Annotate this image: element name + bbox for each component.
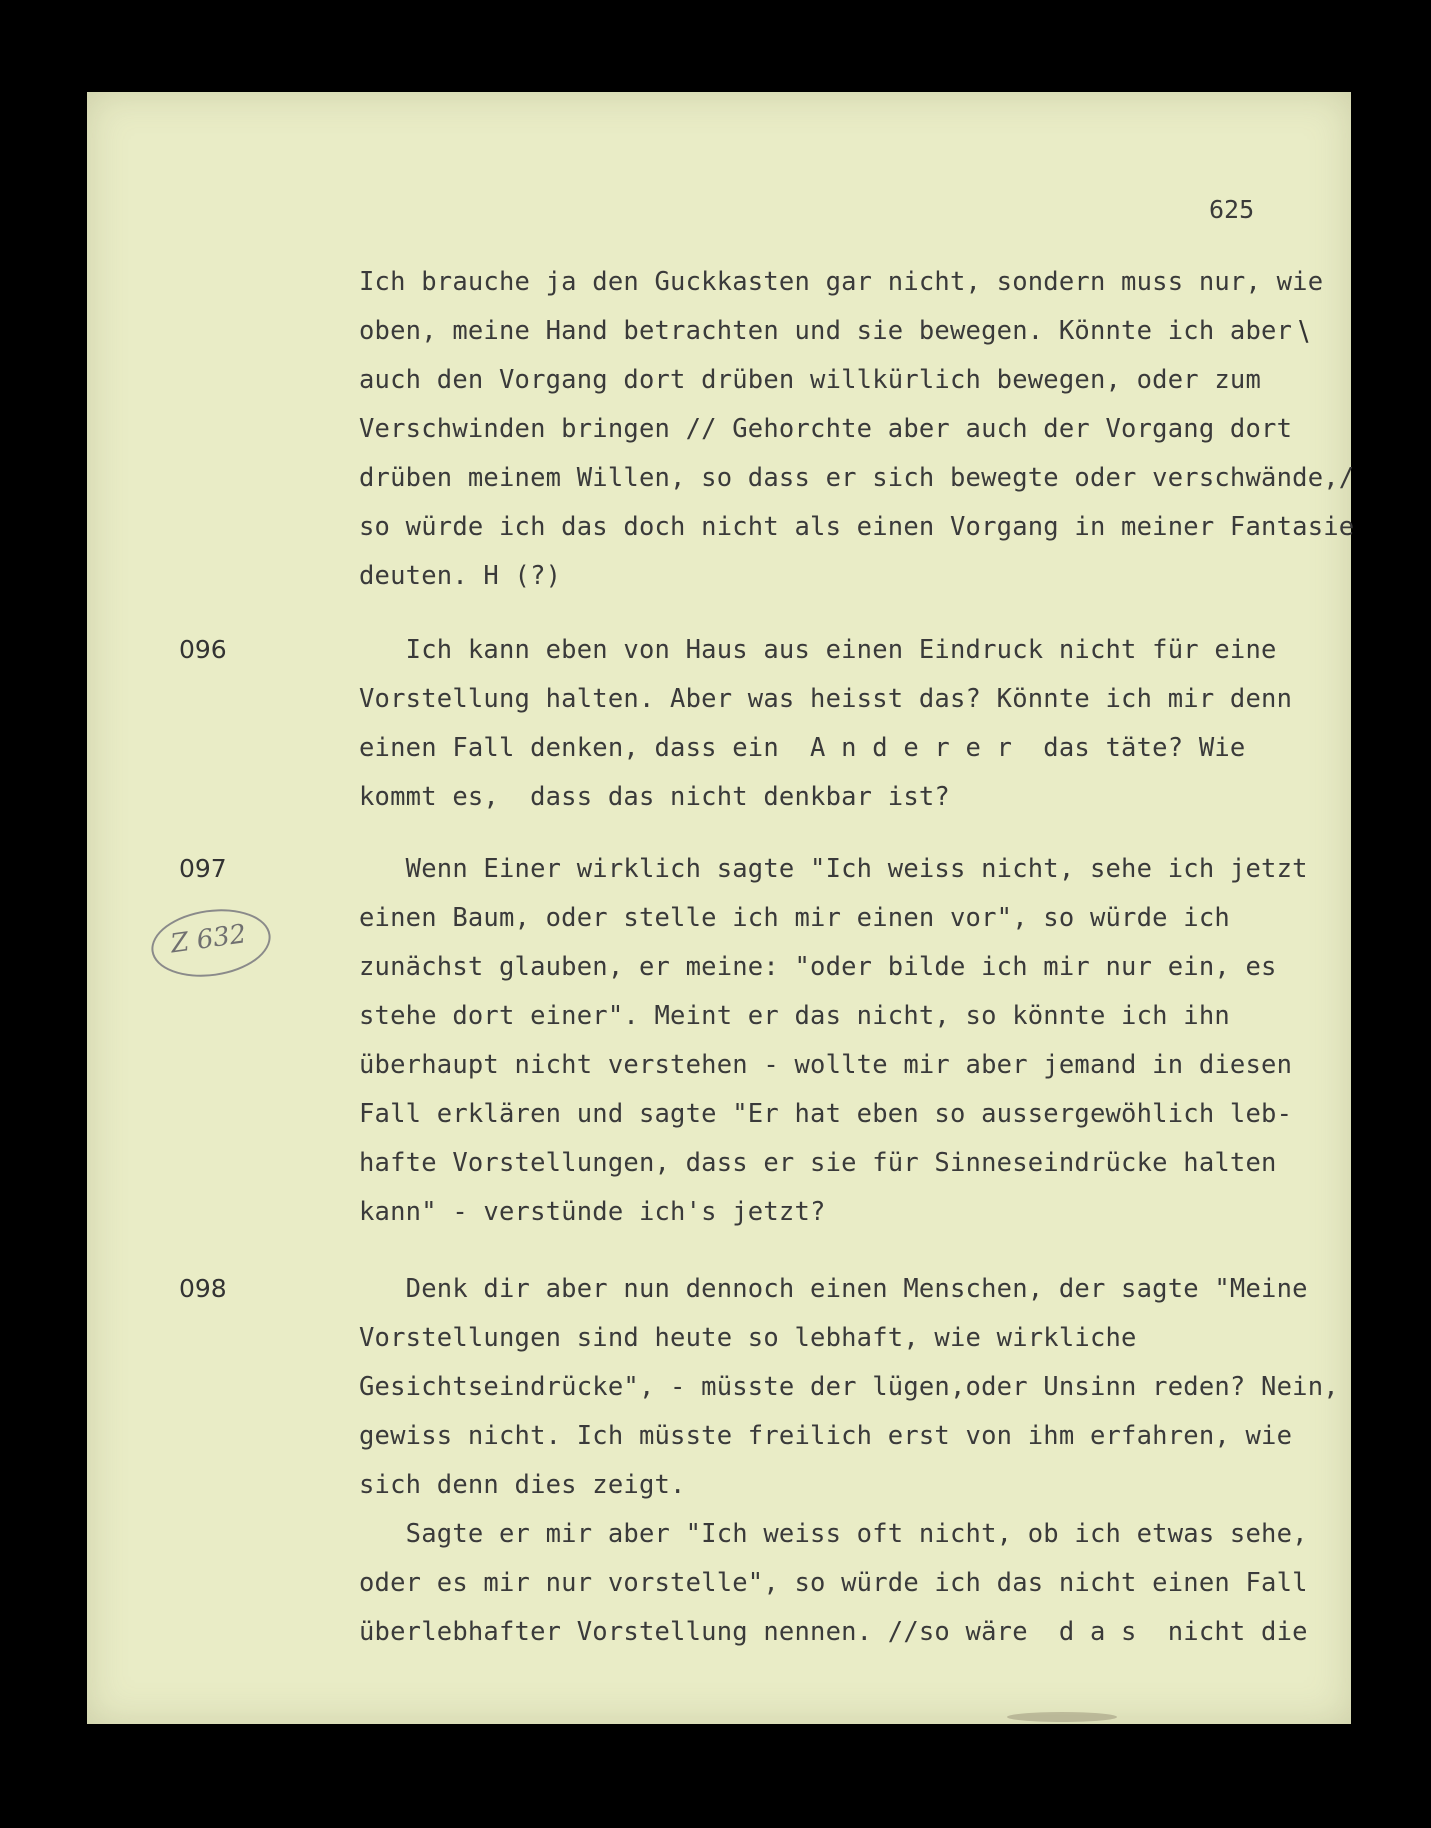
paper-smudge (1007, 1712, 1117, 1722)
text-line: Gesichtseindrücke", - müsste der lügen,oder Unsinn reden? Nein, (359, 1372, 1339, 1402)
margin-mark: \ (1299, 314, 1309, 347)
text-line: oder es mir nur vorstelle", so würde ich das nicht einen Fall (359, 1568, 1308, 1598)
text-line: Ich kann eben von Haus aus einen Eindruck nicht für eine (359, 635, 1277, 665)
text-line: gewiss nicht. Ich müsste freilich erst von ihm erfahren, wie (359, 1421, 1293, 1451)
text-line: stehe dort einer". Meint er das nicht, so könnte ich ihn (359, 1001, 1230, 1031)
text-line: einen Fall denken, dass ein A n d e r e r das täte? Wie (359, 733, 1246, 763)
text-line: einen Baum, oder stelle ich mir einen vor", so würde ich (359, 903, 1230, 933)
page-number: 625 (1209, 195, 1255, 224)
text-line: oben, meine Hand betrachten und sie bewegen. Könnte ich aber (359, 316, 1293, 346)
section-number: 098 (179, 1274, 227, 1303)
text-line: kann" - verstünde ich's jetzt? (359, 1197, 826, 1227)
annotation-text: Z 632 (168, 919, 249, 960)
text-line: auch den Vorgang dort drüben willkürlich bewegen, oder zum (359, 365, 1262, 395)
text-line: hafte Vorstellungen, dass er sie für Sinneseindrücke halten (359, 1148, 1277, 1178)
text-line: Vorstellungen sind heute so lebhaft, wie wirkliche (359, 1323, 1137, 1353)
section-number: 097 (179, 854, 227, 883)
text-line: Ich brauche ja den Guckkasten gar nicht, sondern muss nur, wie (359, 267, 1324, 297)
handwritten-annotation (147, 902, 275, 984)
text-line: Fall erklären und sagte "Er hat eben so aussergewöhlich leb- (359, 1099, 1293, 1129)
text-line: sich denn dies zeigt. (359, 1470, 686, 1500)
text-line: drüben meinem Willen, so dass er sich bewegte oder verschwände,/ (359, 463, 1355, 493)
typescript-page (87, 92, 1355, 1724)
text-line: kommt es, dass das nicht denkbar ist? (359, 782, 950, 812)
text-line: Vorstellung halten. Aber was heisst das? Könnte ich mir denn (359, 684, 1293, 714)
text-line: Wenn Einer wirklich sagte "Ich weiss nicht, sehe ich jetzt (359, 854, 1308, 884)
text-line: so würde ich das doch nicht als einen Vorgang in meiner Fantasie (359, 512, 1355, 542)
text-line: Denk dir aber nun dennoch einen Menschen, der sagte "Meine (359, 1274, 1308, 1304)
section-number: 096 (179, 635, 227, 664)
text-line: deuten. H (?) (359, 561, 562, 591)
text-line: überhaupt nicht verstehen - wollte mir aber jemand in diesen (359, 1050, 1293, 1080)
text-line: Sagte er mir aber "Ich weiss oft nicht, ob ich etwas sehe, (359, 1519, 1308, 1549)
text-line: zunächst glauben, er meine: "oder bilde ich mir nur ein, es (359, 952, 1277, 982)
text-line: Verschwinden bringen // Gehorchte aber auch der Vorgang dort (359, 414, 1293, 444)
text-line: überlebhafter Vorstellung nennen. //so wäre d a s nicht die (359, 1617, 1308, 1647)
